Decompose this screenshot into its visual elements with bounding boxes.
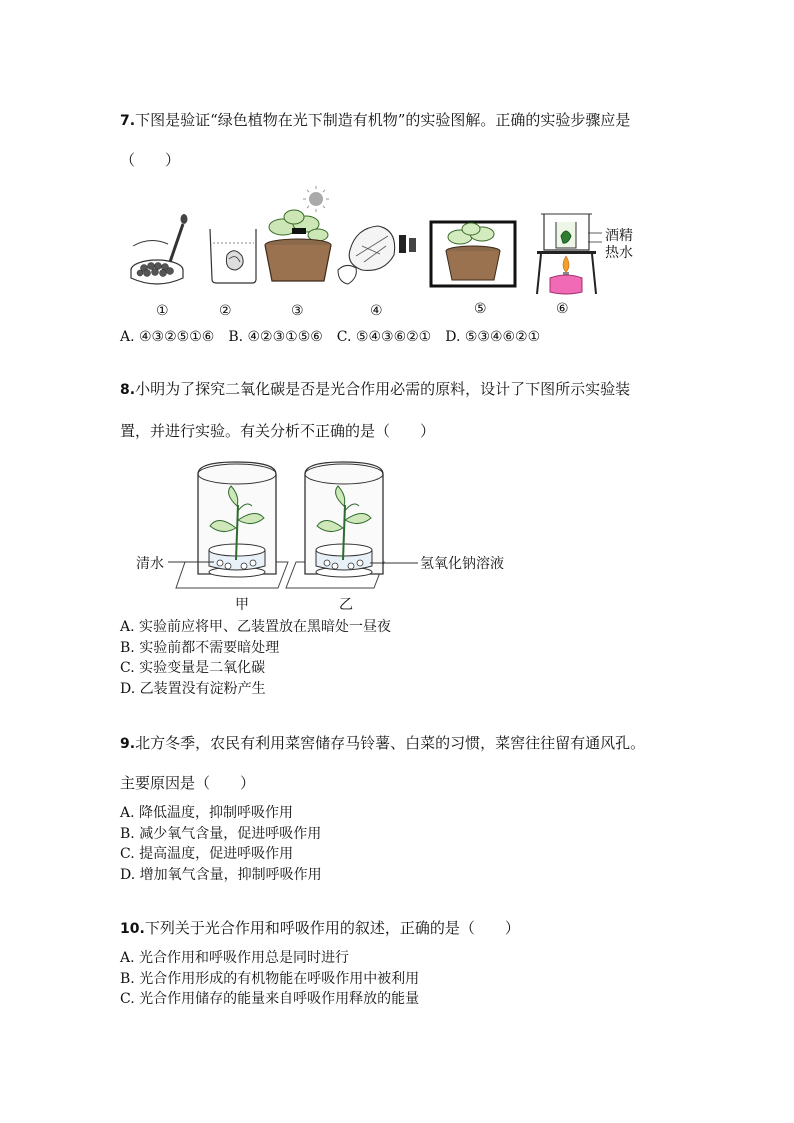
q7-number: 7. bbox=[120, 113, 136, 129]
q10-stem bbox=[120, 917, 520, 938]
q8-label-jia: 甲 bbox=[235, 597, 249, 613]
q8-label-naoh: 氢氧化钠溶液 bbox=[420, 556, 504, 572]
q9-option-b: B. 减少氧气含量，促进呼吸作用 bbox=[120, 825, 322, 842]
q7-fig-num-5: ⑤ bbox=[474, 301, 487, 317]
q8-apparatus-yi-image bbox=[286, 462, 384, 588]
q10-number: 10. bbox=[120, 921, 145, 937]
q9-option-c: C. 提高温度，促进呼吸作用 bbox=[120, 846, 294, 862]
q9-option-d: D. 增加氧气含量，抑制呼吸作用 bbox=[120, 866, 322, 883]
q8-apparatus-jia-image bbox=[176, 462, 288, 588]
q10-option-b: B. 光合作用形成的有机物能在呼吸作用中被利用 bbox=[120, 970, 420, 987]
q8-number: 8. bbox=[120, 382, 136, 398]
q9-number: 9. bbox=[120, 736, 136, 752]
q7-options: A. ④③②⑤①⑥ B. ④②③①⑤⑥ C. ⑤④③⑥②① D. ⑤③④⑥②① bbox=[120, 329, 541, 345]
q9-option-a: A. 降低温度，抑制呼吸作用 bbox=[120, 805, 294, 821]
q7-fig-num-4: ④ bbox=[370, 303, 383, 319]
q10-stem-text: 下列关于光合作用和呼吸作用的叙述，正确的是（ ） bbox=[144, 919, 520, 937]
q8-option-d: D. 乙装置没有淀粉产生 bbox=[120, 680, 266, 697]
q9-stem-line1 bbox=[120, 732, 645, 753]
q8-label-water: 清水 bbox=[136, 556, 164, 572]
q9-stem-text-1: 北方冬季，农民有利用菜窖储存马铃薯、白菜的习惯，菜窖往往留有通风孔。 bbox=[135, 734, 646, 752]
q10-options bbox=[120, 948, 419, 1010]
q7-fig-num-6: ⑥ bbox=[556, 301, 569, 317]
q9-options bbox=[120, 803, 322, 885]
q8-stem-text-1: 小明为了探究二氧化碳是否是光合作用必需的原料，设计了下图所示实验装 bbox=[135, 380, 631, 398]
q7-answer-paren: （ ） bbox=[120, 151, 181, 169]
q7-fig-num-1: ① bbox=[156, 303, 169, 319]
q10-option-c: C. 光合作用储存的能量来自呼吸作用释放的能量 bbox=[120, 991, 420, 1007]
q7-fig-label-alcohol: 酒精 bbox=[605, 228, 633, 244]
q9-stem-line2: 主要原因是（ ） bbox=[120, 774, 256, 792]
q8-label-yi: 乙 bbox=[339, 597, 353, 613]
q8-option-a: A. 实验前应将甲、乙装置放在黑暗处一昼夜 bbox=[120, 619, 392, 635]
q8-options bbox=[120, 617, 391, 699]
q10-option-a: A. 光合作用和呼吸作用总是同时进行 bbox=[120, 950, 350, 966]
q7-fig-num-3: ③ bbox=[291, 303, 304, 319]
q7-stem-text: 下图是验证“绿色植物在光下制造有机物”的实验图解。正确的实验步骤应是 bbox=[135, 111, 631, 129]
q7-fig-num-2: ② bbox=[219, 303, 232, 319]
q8-stem-line2: 置，并进行实验。有关分析不正确的是（ ） bbox=[120, 422, 436, 440]
q8-option-b: B. 实验前都不需要暗处理 bbox=[120, 639, 280, 656]
q8-option-c: C. 实验变量是二氧化碳 bbox=[120, 660, 266, 676]
q7-fig-label-hotwater: 热水 bbox=[605, 245, 633, 261]
